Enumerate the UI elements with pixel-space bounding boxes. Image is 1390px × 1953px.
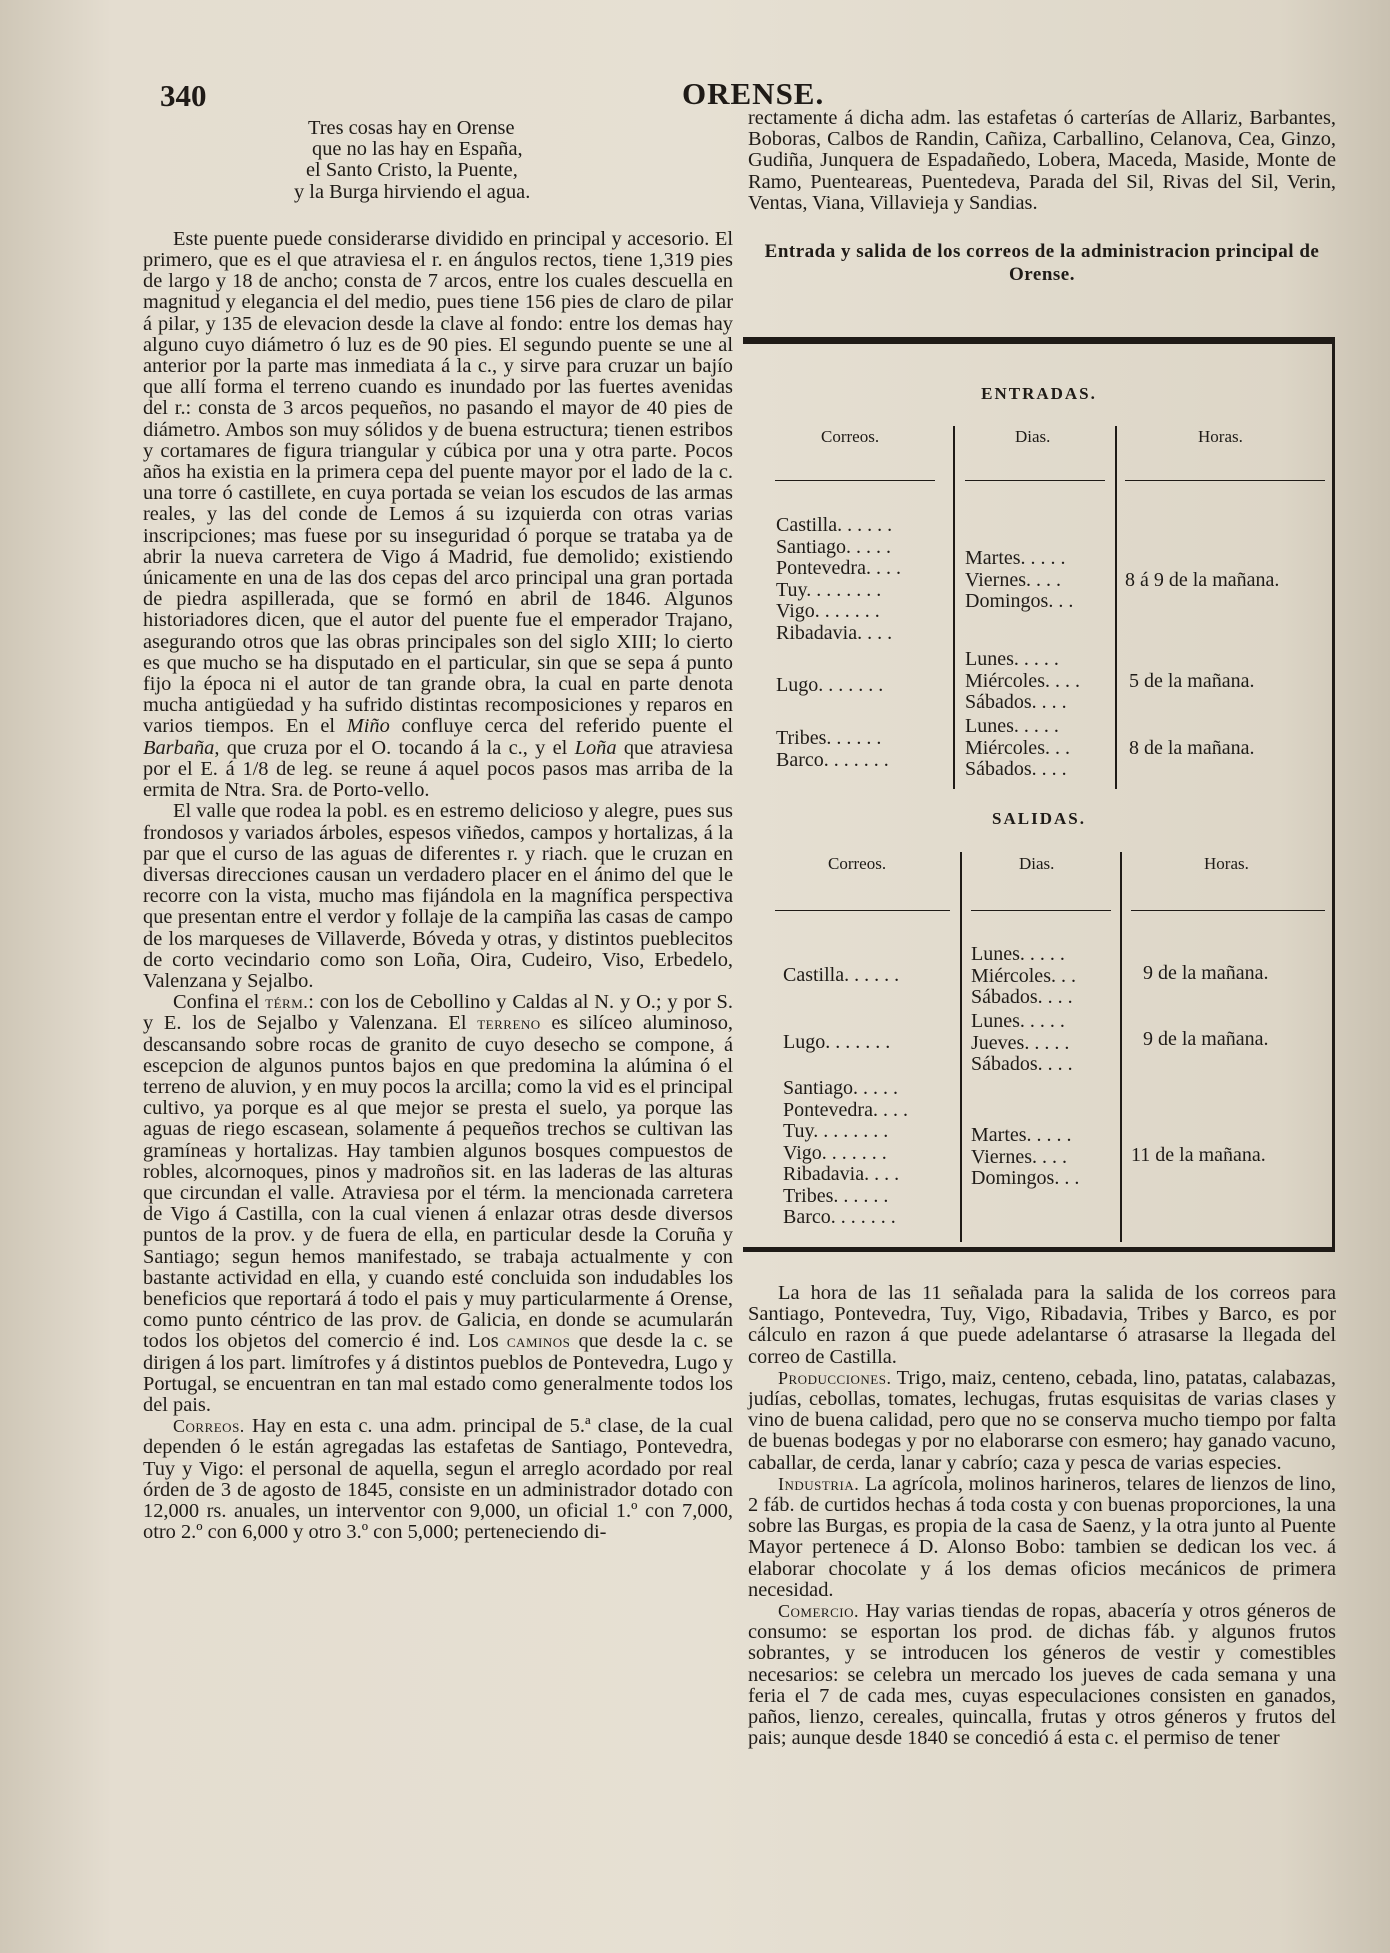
day: Sábados. . . . <box>965 758 1067 780</box>
day: Martes. . . . . <box>965 547 1066 569</box>
paragraph-terrain: Confina el térm.: con los de Cebollino y Caldas al N. y O.; y por S. y E. los de Sejalbo y Valenzana. El terreno es silíceo aluminoso, descansando sobre rocas de granito de cuyo desecho se compone, á escepcion de algunos puntos bajos en que predomina la alúmina ó el terreno de aluvion, y en muy pocos la arcilla; como la vid es el principal cultivo, ya porque es al que mejor se presta el suelo, ya porque las aguas de riego escasean, solamente á pequeños trechos se cultivan las gramíneas y hortalizas. Hay tambien algunos bosques compuestos de robles, alcornoques, pinos y madroños sit. en las laderas de las alturas que circundan el valle. Atraviesa por el térm. la mencionada carretera de Vigo á Castilla, con la cual vienen á enlazar otras desde diversos puntos de la prov. y de fuera de ella, en particular desde la Coruña y Santiago; segun hemos manifestado, se trabaja actualmente y con bastante actividad en ella, y cuando esté concluida son indudables los beneficios que reportará á todo el pais y muy particularmente á Orense, como punto céntrico de las prov. de Galicia, en donde se acumularán todos los objetos del comercio é ind. Los caminos que desde la c. se dirigen á los part. limítrofes y á distintos pueblos de Pontevedra, Lugo y Portugal, se encuentran en tan mal estado como generalmente todos los del pais. <box>143 991 733 1416</box>
paragraph-producciones: Producciones. Trigo, maiz, centeno, cebada, lino, patatas, calabazas, judías, cebollas, tomates, lechugas, frutas esquisitas de varias clases y vino de buena calidad, pero que no se conserva mucho tiempo por falta de buenas bodegas y por no elaborarse con esmero; hay ganado vacuno, caballar, de cerda, lanar y cabrío; caza y pesca de varias especies. <box>748 1366 1336 1474</box>
day: Miércoles. . . <box>971 964 1076 987</box>
right-column <box>748 108 1336 308</box>
left-column <box>143 118 733 1543</box>
city: Ribadavia. . . . <box>783 1163 900 1185</box>
day: Lunes. . . . . <box>971 943 1065 965</box>
day: Viernes. . . . <box>971 1145 1067 1168</box>
day: Lunes. . . . . <box>971 1010 1065 1032</box>
column-rule <box>953 426 955 789</box>
entrada-cities-group-2 <box>776 675 883 697</box>
city: Vigo. . . . . . . <box>776 600 880 622</box>
day: Miércoles. . . <box>965 736 1070 759</box>
header-rule <box>971 910 1111 911</box>
day: Martes. . . . . <box>971 1124 1072 1146</box>
col-header-horas: Horas. <box>1204 854 1249 873</box>
salidas-heading: SALIDAS. <box>992 809 1086 828</box>
city: Castilla. . . . . . <box>776 514 893 536</box>
city: Tuy. . . . . . . . <box>783 1120 889 1142</box>
column-rule <box>960 852 962 1242</box>
salida-days-group-2 <box>971 1011 1073 1076</box>
city: Tribes. . . . . . <box>776 727 882 749</box>
day: Domingos. . . <box>971 1167 1080 1189</box>
salida-hours-1: 9 de la mañana. <box>1143 962 1269 984</box>
entrada-days-group-1 <box>965 548 1073 613</box>
entrada-hours-2: 5 de la mañana. <box>1129 670 1255 692</box>
salida-hours-2: 9 de la mañana. <box>1143 1028 1269 1050</box>
city: Vigo. . . . . . . <box>783 1141 887 1164</box>
salida-cities-group-2 <box>783 1032 890 1054</box>
paragraph-bridge: Este puente puede considerarse dividido en principal y accesorio. El primero, que es el que atraviesa el r. en ángulos rectos, tiene 1,319 pies de largo y 18 de ancho; consta de 7 arcos, entre los cuales descuella en magnitud y elegancia el del medio, pues tiene 156 pies de claro de pilar á pilar, y 135 de elevacion desde la clave al fondo: entre los demas hay alguno cuyo diámetro ó luz es de 90 pies. El segundo puente se une al anterior por la parte mas inmediata á la c., y sirve para cruzar un bajío que allí forma el terreno cuando es inundado por las fuertes avenidas del r.: consta de 3 arcos pequeños, no pasando el mayor de 40 pies de diámetro. Ambos son muy sólidos y de buena estructura; tienen estribos y cortamares de figura triangular y cúbica por una y otra parte. Pocos años ha existia en la primera cepa del puente mayor por el lado de la c. una torre ó castillete, en cuya portada se veian los escudos de las armas reales, y las del conde de Lemos á su izquierda con otras varias inscripciones; mas fuese por su inseguridad ó porque se trataba ya de abrir la nueva carretera de Vigo á Madrid, fue demolido; existiendo únicamente en una de las dos cepas del arco principal una gran portada de piedra aspillerada, que se formó en abril de 1846. Algunos historiadores dicen, que el autor del puente fue el emperador Trajano, asegurando otros que las obras principales son del siglo XIII; lo cierto es que mucho se ha disputado en el particular, sin que se sepa á punto fijo la época ni el autor de tan grande obra, la cual en parte denota mucha antigüedad y ha sufrido distintas recomposiciones y reparos en varios tiempos. En el Miño confluye cerca del referido puente el Barbaña, que cruza por el O. tocando á la c., y el Loña que atraviesa por el E. á 1/8 de leg. se reune á aquel pocos pasos mas arriba de la ermita de Ntra. Sra. de Porto-vello. <box>143 227 734 802</box>
day: Lunes. . . . . <box>965 715 1059 737</box>
salida-cities-group-1 <box>783 965 899 987</box>
entrada-hours-3: 8 de la mañana. <box>1129 737 1255 759</box>
day: Miércoles. . . . <box>965 669 1080 692</box>
header-rule <box>965 480 1105 481</box>
city: Barco. . . . . . . <box>776 748 889 771</box>
verse <box>294 117 733 203</box>
entrada-cities-group-3 <box>776 728 889 771</box>
day: Domingos. . . <box>965 590 1074 612</box>
paragraph-mail: Correos. Hay en esta c. una adm. principal de 5.ª clase, de la cual dependen ó le están agregadas las estafetas de Santiago, Pontevedra, Tuy y Vigo: el personal de aquella, segun el arreglo acordado por real órden de 3 de agosto de 1845, consiste en un administrador dotado con 12,000 rs. anuales, un interventor con 9,000, un oficial 1.º con 7,000, otro 2.º con 6,000 y otro 3.º con 5,000; perteneciendo di- <box>143 1415 733 1544</box>
salida-cities-group-3 <box>783 1078 908 1229</box>
header-rule <box>775 480 935 481</box>
paragraph-offices: rectamente á dicha adm. las estafetas ó carterías de Allariz, Barbantes, Boboras, Calbos de Randin, Cañiza, Carballino, Celanova, Cea, Ginzo, Gudiña, Junquera de Espadañedo, Lobera, Maceda, Maside, Monte de Ramo, Puenteareas, Puentedeva, Parada del Sil, Rivas del Sil, Verin, Ventas, Viana, Villavieja y Sandias. <box>748 107 1336 214</box>
col-header-dias: Dias. <box>1015 427 1051 446</box>
city: Castilla. . . . . . <box>783 964 900 986</box>
day: Sábados. . . . <box>965 691 1067 713</box>
col-header-correos: Correos. <box>821 427 880 446</box>
paragraph-industria: Industria. La agrícola, molinos harineros, telares de lienzos de lino, 2 fáb. de curtidos hechas á toda costa y con buenas proporciones, la una sobre las Burgas, es propia de la casa de Saenz, y la otra junto al Puente Mayor pertenece á D. Alonso Bobo: tambien se dedican los vec. á elaborar chocolate y á los demas oficios mecánicos de primera necesidad. <box>748 1472 1336 1601</box>
header-rule <box>1125 480 1325 481</box>
city: Santiago. . . . . <box>776 535 891 558</box>
header-rule <box>1131 910 1325 911</box>
city: Pontevedra. . . . <box>783 1098 908 1121</box>
verse-line: el Santo Cristo, la Puente, <box>306 159 518 182</box>
mail-schedule-table <box>743 337 1335 1252</box>
day: Sábados. . . . <box>971 1053 1073 1075</box>
day: Jueves. . . . . <box>971 1031 1070 1054</box>
salida-hours-3: 11 de la mañana. <box>1131 1144 1266 1166</box>
verse-line: que no las hay en España, <box>312 138 523 161</box>
verse-line: Tres cosas hay en Orense <box>308 117 515 139</box>
salida-days-group-3 <box>971 1125 1079 1190</box>
table-title: Entrada y salida de los correos de la administracion principal de Orense. <box>764 241 1320 286</box>
col-header-horas: Horas. <box>1198 427 1243 446</box>
col-header-dias: Dias. <box>1019 854 1055 873</box>
city: Pontevedra. . . . <box>776 557 901 579</box>
header-rule <box>775 910 950 911</box>
entrada-cities-group-1 <box>776 515 901 644</box>
verse-line: y la Burga hirviendo el agua. <box>294 180 531 203</box>
city: Lugo. . . . . . . <box>783 1031 891 1053</box>
page-number: 340 <box>160 78 207 113</box>
entrada-days-group-2 <box>965 649 1080 714</box>
entrada-hours-1: 8 á 9 de la mañana. <box>1125 569 1280 591</box>
city: Tribes. . . . . . <box>783 1184 889 1207</box>
salida-days-group-1 <box>971 944 1076 1009</box>
city: Lugo. . . . . . . <box>776 674 884 696</box>
entradas-heading: ENTRADAS. <box>981 384 1097 403</box>
city: Barco. . . . . . . <box>783 1206 896 1228</box>
city: Ribadavia. . . . <box>776 621 893 644</box>
column-rule <box>1115 426 1117 789</box>
city: Tuy. . . . . . . . <box>776 578 882 601</box>
day: Viernes. . . . <box>965 568 1061 591</box>
city: Santiago. . . . . <box>783 1077 898 1099</box>
day: Lunes. . . . . <box>965 648 1059 670</box>
day: Sábados. . . . <box>971 986 1073 1008</box>
column-rule <box>1120 852 1122 1242</box>
col-header-correos: Correos. <box>828 854 887 873</box>
paragraph-comercio: Comercio. Hay varias tiendas de ropas, abacería y otros géneros de consumo: se esportan los prod. de dichas fáb. y algunos frutos sobrantes, y se introducen los géneros de vestir y comestibles necesarios: se celebra un mercado los jueves de cada semana y una feria el 7 de cada mes, cuyas especulaciones consisten en ganados, paños, lienzo, cereales, quincalla, frutas y otros géneros y frutos del pais; aunque desde 1840 se concedió á esta c. el permiso de tener <box>748 1600 1336 1750</box>
paragraph-valley: El valle que rodea la pobl. es en estremo delicioso y alegre, pues sus frondosos y variados árboles, espesos viñedos, campos y hortalizas, á la par que el curso de las aguas de diferentes r. y riach. que le cruzan en diversas direcciones causan un verdadero placer en el ánimo del que le recorre con la vista, mucho mas fijándola en la magnífica perspectiva que presentan entre el verdor y follaje de la campiña las casas de campo de los marqueses de Villaverde, Bóveda y otras, y distintos pueblecitos de corto vecindario como son Loña, Oira, Cudeiro, Viso, Erbedelo, Valenzana y Sejalbo. <box>143 800 733 992</box>
paragraph-note: La hora de las 11 señalada para la salida de los correos para Santiago, Pontevedra, Tuy, Vigo, Ribadavia, Tribes y Barco, es por cálculo en razon á que puede adelantarse ó atrasarse la llegada del correo de Castilla. <box>748 1282 1336 1368</box>
entrada-days-group-3 <box>965 716 1070 781</box>
running-head: ORENSE. <box>682 76 825 111</box>
right-column-lower <box>748 1283 1336 1749</box>
